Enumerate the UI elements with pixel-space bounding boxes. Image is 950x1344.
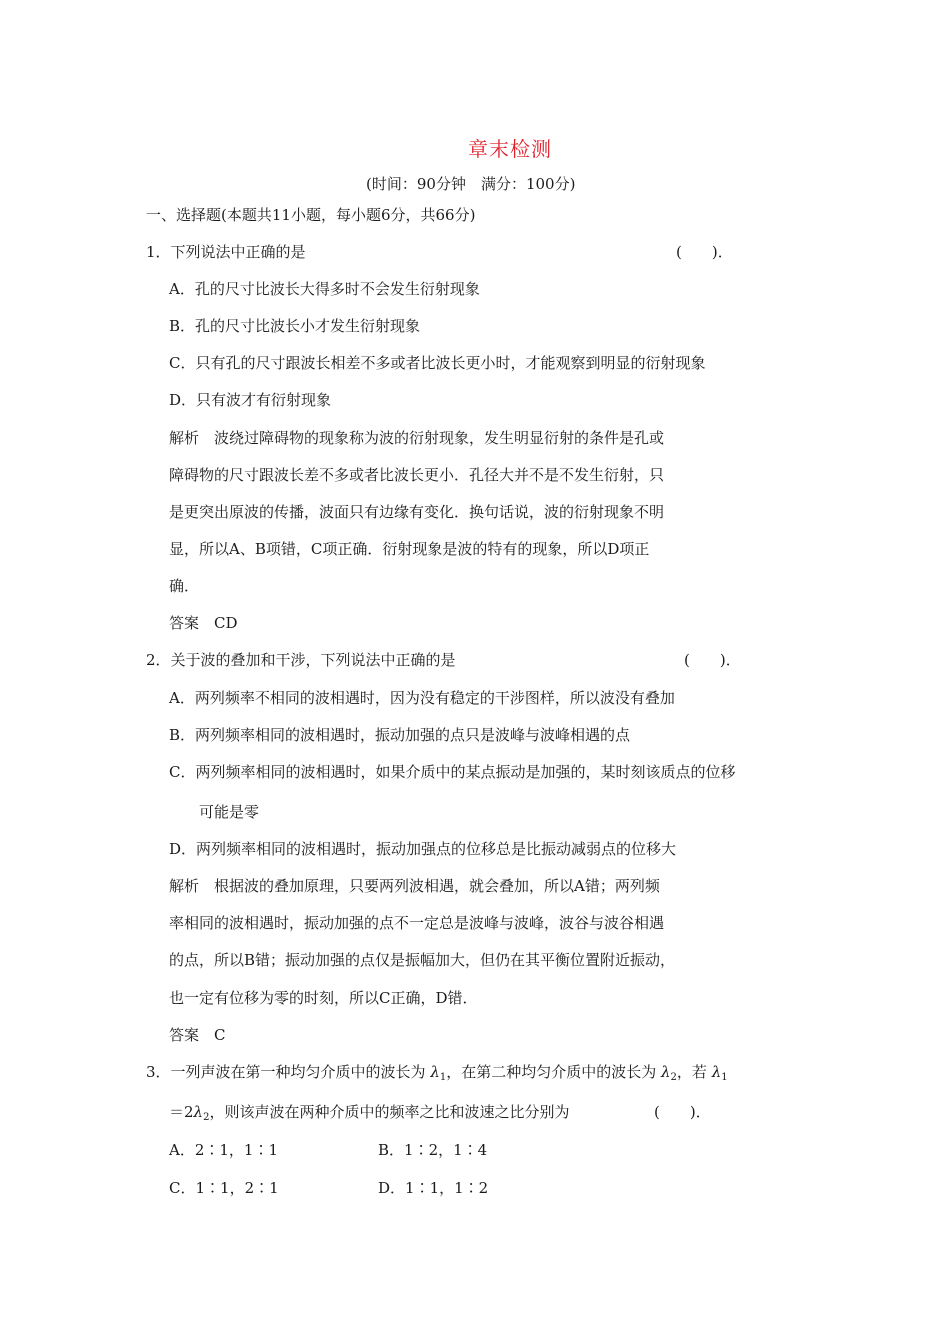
q2-analysis-line: 也一定有位移为零的时刻，所以C正确，D错． [169,989,478,1007]
lambda-symbol: λ [430,1063,440,1081]
lambda-symbol: λ [193,1103,204,1121]
subscript: 1 [721,1072,728,1083]
q1-analysis-line: 障碍物的尺寸跟波长差不多或者比波长更小．孔径大并不是不发生衍射，只 [169,466,665,484]
q3-stem-text: ，在第二种均匀介质中的波长为 [446,1063,657,1081]
q1-option-d: D．只有波才有衍射现象 [169,391,332,409]
lambda-symbol: λ [711,1063,722,1081]
q1-option-c: C．只有孔的尺寸跟波长相差不多或者比波长更小时，才能观察到明显的衍射现象 [169,354,706,372]
q2-analysis-line: 率相同的波相遇时，振动加强的点不一定总是波峰与波峰，波谷与波谷相遇 [169,914,665,932]
subscript: 2 [670,1072,677,1083]
q2-option-a: A．两列频率不相同的波相遇时，因为没有稳定的干涉图样，所以波没有叠加 [169,689,675,707]
q2-option-c-continued: 可能是零 [199,803,260,821]
q2-stem: 2．关于波的叠加和干涉，下列说法中正确的是 [146,651,456,669]
subscript: 2 [203,1112,210,1123]
q3-stem-text: ，若 [676,1063,707,1081]
q2-analysis-line: 的点，所以B错；振动加强的点仅是振幅加大，但仍在其平衡位置附近振动， [169,951,676,969]
q2-analysis-line: 解析 根据波的叠加原理，只要两列波相遇，就会叠加，所以A错；两列频 [169,877,660,895]
q1-answer-blank: ( )． [676,243,733,261]
q2-option-d: D．两列频率相同的波相遇时，振动加强点的位移总是比振动减弱点的位移大 [169,840,677,858]
q3-option-b: B．1∶2，1∶4 [378,1141,488,1159]
q1-answer: 答案 CD [169,614,238,632]
q1-analysis-line: 是更突出原波的传播，波面只有边缘有变化．换句话说，波的衍射现象不明 [169,503,665,521]
q1-option-b: B．孔的尺寸比波长小才发生衍射现象 [169,317,421,335]
lambda-symbol: λ [661,1063,671,1081]
q3-option-d: D．1∶1，1∶2 [378,1179,489,1197]
q3-stem-text: ＝2 [169,1103,194,1121]
q3-option-a: A．2∶1，1∶1 [169,1141,279,1159]
page-title: 章末检测 [468,137,552,161]
subscript: 1 [439,1072,447,1083]
q1-analysis-line: 确． [169,577,200,595]
section-heading: 一、选择题(本题共11小题，每小题6分，共66分) [146,206,476,224]
q3-stem-line2 [169,1102,569,1122]
q3-answer-blank: ( )． [654,1103,711,1121]
q2-option-b: B．两列频率相同的波相遇时，振动加强的点只是波峰与波峰相遇的点 [169,726,631,744]
q2-answer: 答案 C [169,1026,226,1044]
q3-stem-line1 [146,1062,728,1082]
q2-answer-blank: ( )． [684,651,741,669]
exam-info: (时间：90分钟 满分：100分) [366,175,576,193]
q3-stem-text: 3．一列声波在第一种均匀介质中的波长为 [146,1063,426,1081]
q1-stem: 1．下列说法中正确的是 [146,243,306,261]
q1-analysis-line: 解析 波绕过障碍物的现象称为波的衍射现象，发生明显衍射的条件是孔或 [169,429,665,447]
q1-analysis-line: 显，所以A、B项错，C项正确．衍射现象是波的特有的现象，所以D项正 [169,540,650,558]
q1-option-a: A．孔的尺寸比波长大得多时不会发生衍射现象 [169,280,480,298]
q3-stem-text: ，则该声波在两种介质中的频率之比和波速之比分别为 [209,1103,570,1121]
q2-option-c: C．两列频率相同的波相遇时，如果介质中的某点振动是加强的，某时刻该质点的位移 [169,763,736,781]
q3-option-c: C．1∶1，2∶1 [169,1179,279,1197]
